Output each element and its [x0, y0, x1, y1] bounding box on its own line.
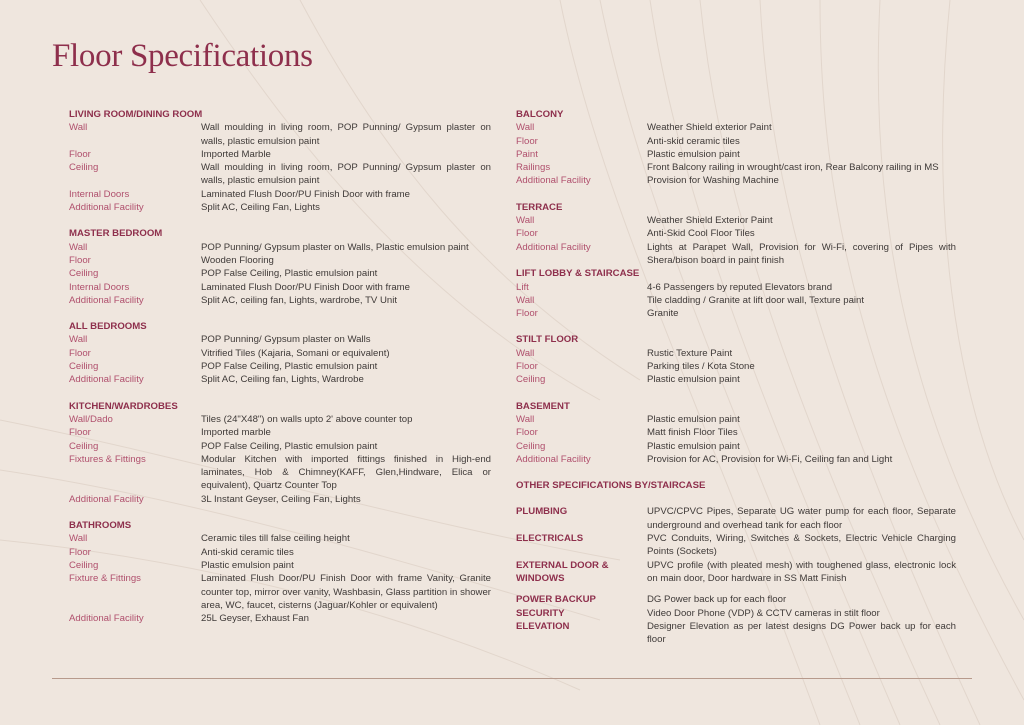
spec-row — [516, 373, 956, 386]
spec-value: POP False Ceiling, Plastic emulsion paint — [201, 361, 378, 373]
page-title: Floor Specifications — [52, 38, 313, 74]
spec-value: 3L Instant Geyser, Ceiling Fan, Lights — [201, 493, 361, 505]
spec-row — [69, 121, 491, 148]
spec-row — [516, 440, 956, 453]
spec-label: Additional Facility — [516, 241, 591, 253]
spec-label: Wall — [69, 334, 88, 346]
spec-row — [516, 121, 956, 134]
spec-value: 25L Geyser, Exhaust Fan — [201, 613, 309, 625]
spec-label: Additional Facility — [516, 453, 591, 465]
spec-row — [69, 333, 491, 346]
spec-label: Floor — [516, 427, 538, 439]
spec-label: PLUMBING — [516, 506, 568, 518]
spec-value: 4-6 Passengers by reputed Elevators brand — [647, 281, 833, 293]
spec-row — [69, 360, 491, 373]
spec-value: Provision for Washing Machine — [647, 175, 779, 187]
spec-label: Additional Facility — [516, 175, 591, 187]
spec-row — [516, 559, 956, 586]
spec-value: Laminated Flush Door/PU Finish Door with frame Vanity, Granite counter top, mirror over vanity, Washbasin, Glass partition in shower area, WC, faucet, cisterns (Jaguar/Kohler or equivalent) — [201, 573, 491, 611]
spec-value: Designer Elevation as per latest designs DG Power back up for each floor — [647, 620, 956, 646]
spec-row — [516, 135, 956, 148]
spec-row — [69, 440, 491, 453]
spec-row — [69, 572, 491, 612]
spec-label: ELECTRICALS — [516, 533, 584, 545]
spec-label: Paint — [516, 148, 538, 160]
spec-row — [516, 532, 956, 559]
spec-row — [69, 267, 491, 280]
spec-row — [69, 532, 491, 545]
spec-row — [516, 413, 956, 426]
spec-row — [69, 546, 491, 559]
spec-label: Additional Facility — [69, 202, 144, 214]
right-spec-column — [516, 108, 956, 659]
spec-label: EXTERNAL DOOR & WINDOWS — [516, 559, 609, 584]
spec-row — [516, 453, 956, 466]
spec-value: Imported Marble — [201, 148, 271, 160]
spec-row — [516, 281, 956, 294]
spec-value: PVC Conduits, Wiring, Switches & Sockets, Electric Vehicle Charging Points (Sockets) — [647, 533, 956, 558]
spec-label: Ceiling — [516, 374, 546, 386]
spec-label: Wall — [69, 533, 88, 545]
spec-label: Wall — [69, 122, 88, 134]
spec-row — [69, 559, 491, 572]
spec-value: Weather Shield exterior Paint — [647, 122, 772, 134]
spec-value: Rustic Texture Paint — [647, 347, 733, 359]
spec-value: Vitrified Tiles (Kajaria, Somani or equivalent) — [201, 347, 390, 359]
spec-value: POP False Ceiling, Plastic emulsion paint — [201, 440, 378, 452]
spec-label: Wall — [516, 215, 535, 227]
spec-value: POP Punning/ Gypsum plaster on Walls, Plastic emulsion paint — [201, 241, 469, 253]
spec-label: Floor — [69, 347, 91, 359]
section-heading: LIVING ROOM/DINING ROOM — [69, 109, 203, 120]
spec-row — [69, 148, 491, 161]
spec-label: Internal Doors — [69, 281, 130, 293]
spec-label: Floor — [516, 135, 538, 147]
spec-label: Additional Facility — [69, 294, 144, 306]
spec-row — [516, 214, 956, 227]
spec-row — [516, 426, 956, 439]
spec-value: Ceramic tiles till false ceiling height — [201, 533, 350, 545]
spec-section-other — [516, 479, 956, 646]
spec-label: Internal Doors — [69, 188, 130, 200]
section-heading: BALCONY — [516, 109, 564, 120]
spec-label: Ceiling — [69, 361, 99, 373]
spec-value: Matt finish Floor Tiles — [647, 427, 738, 439]
spec-row — [516, 307, 956, 320]
spec-label: SECURITY — [516, 607, 565, 619]
spec-row — [69, 254, 491, 267]
spec-label: Floor — [516, 361, 538, 373]
spec-label: Floor — [516, 228, 538, 240]
section-heading: MASTER BEDROOM — [69, 228, 163, 240]
section-heading: ALL BEDROOMS — [69, 321, 147, 333]
spec-row — [516, 161, 956, 174]
spec-label: Floor — [516, 308, 538, 320]
spec-label: Wall — [516, 347, 535, 359]
spec-value: POP False Ceiling, Plastic emulsion paint — [201, 268, 378, 280]
spec-row — [516, 347, 956, 360]
spec-value: Front Balcony railing in wrought/cast iron, Rear Balcony railing in MS — [647, 162, 939, 174]
spec-value: Parking tiles / Kota Stone — [647, 361, 755, 373]
spec-row — [69, 373, 491, 386]
spec-value: Wooden Flooring — [201, 254, 274, 266]
spec-row — [516, 593, 956, 606]
spec-row — [69, 281, 491, 294]
spec-value: Plastic emulsion paint — [647, 413, 740, 425]
spec-row — [516, 360, 956, 373]
spec-value: Wall moulding in living room, POP Punning/ Gypsum plaster on walls, plastic emulsion paint — [201, 122, 491, 147]
spec-row — [516, 227, 956, 240]
spec-row — [69, 347, 491, 360]
spec-value: Anti-skid ceramic tiles — [201, 546, 294, 558]
spec-row — [69, 612, 491, 625]
spec-value: UPVC/CPVC Pipes, Separate UG water pump for each floor, Separate underground and overhead tank for each floor — [647, 506, 956, 531]
spec-label: POWER BACKUP — [516, 594, 596, 606]
spec-row — [69, 188, 491, 201]
spec-row — [69, 453, 491, 493]
spec-label: Floor — [69, 546, 91, 558]
section-heading: BASEMENT — [516, 400, 570, 412]
section-heading: KITCHEN/WARDROBES — [69, 400, 178, 412]
spec-row — [69, 161, 491, 188]
spec-label: Ceiling — [69, 559, 99, 571]
spec-value: Plastic emulsion paint — [647, 148, 740, 160]
spec-value: Granite — [647, 308, 679, 320]
spec-section-basement — [516, 400, 956, 466]
spec-label: Wall — [516, 413, 535, 425]
spec-row — [69, 201, 491, 214]
spec-value: Laminated Flush Door/PU Finish Door with frame — [201, 188, 411, 200]
spec-row — [516, 148, 956, 161]
spec-value: Plastic emulsion paint — [647, 374, 740, 386]
section-heading: LIFT LOBBY & STAIRCASE — [516, 268, 640, 280]
spec-label: Ceiling — [69, 440, 99, 452]
section-heading: TERRACE — [516, 201, 563, 213]
spec-value: Split AC, Ceiling fan, Lights, Wardrobe — [201, 374, 364, 386]
spec-label: Ceiling — [69, 162, 99, 174]
spec-section-terrace — [516, 201, 956, 267]
spec-row — [69, 413, 491, 426]
spec-value: POP Punning/ Gypsum plaster on Walls — [201, 334, 371, 346]
spec-row — [69, 426, 491, 439]
spec-label: Fixture & Fittings — [69, 573, 141, 585]
section-heading: OTHER SPECIFICATIONS BY/STAIRCASE — [516, 480, 706, 492]
spec-label: Wall — [516, 122, 535, 134]
spec-label: Fixtures & Fittings — [69, 453, 146, 465]
spec-value: Video Door Phone (VDP) & CCTV cameras in stilt floor — [647, 607, 880, 619]
spec-label: Floor — [69, 427, 91, 439]
spec-value: UPVC profile (with pleated mesh) with toughened glass, electronic lock on main door, Door hardware in SS Matt Finish — [647, 559, 956, 584]
footer-divider — [52, 678, 972, 679]
spec-value: Wall moulding in living room, POP Punning/ Gypsum plaster on walls, plastic emulsion paint — [201, 162, 491, 187]
spec-section-stilt-floor — [516, 333, 956, 386]
spec-label: Floor — [69, 148, 91, 160]
spec-label: Lift — [516, 281, 529, 293]
spec-row — [69, 493, 491, 506]
spec-section-master-bedroom — [69, 227, 491, 307]
spec-value: Anti-Skid Cool Floor Tiles — [647, 228, 755, 240]
section-heading: BATHROOMS — [69, 520, 132, 532]
spec-label: ELEVATION — [516, 620, 570, 632]
spec-row — [69, 294, 491, 307]
spec-section-kitchen-wardrobes — [69, 400, 491, 506]
spec-value: Split AC, Ceiling Fan, Lights — [201, 202, 320, 214]
spec-value: Tile cladding / Granite at lift door wall, Texture paint — [647, 294, 865, 306]
spec-value: Imported marble — [201, 427, 271, 439]
spec-value: Weather Shield Exterior Paint — [647, 215, 773, 227]
spec-section-all-bedrooms — [69, 320, 491, 386]
spec-label: Additional Facility — [69, 374, 144, 386]
spec-row — [516, 607, 956, 620]
spec-value: Anti-skid ceramic tiles — [647, 135, 740, 147]
spec-section-balcony — [516, 108, 956, 188]
group-spacer — [516, 585, 956, 593]
spec-section-bathrooms — [69, 519, 491, 625]
spec-value: Laminated Flush Door/PU Finish Door with frame — [201, 281, 411, 293]
section-heading: STILT FLOOR — [516, 334, 579, 346]
spec-label: Wall — [69, 241, 88, 253]
spec-row — [516, 620, 956, 647]
spec-row — [69, 241, 491, 254]
spec-row — [516, 505, 956, 532]
spec-value: Split AC, ceiling fan, Lights, wardrobe, TV Unit — [201, 294, 398, 306]
spec-value: Tiles (24"X48") on walls upto 2' above counter top — [201, 413, 413, 425]
spec-value: Lights at Parapet Wall, Provision for Wi-Fi, covering of Pipes with Shera/bison board in paint finish — [647, 241, 956, 266]
spec-label: Wall/Dado — [69, 413, 113, 425]
spec-label: Railings — [516, 162, 551, 174]
spec-label: Additional Facility — [69, 613, 144, 625]
spec-value: Modular Kitchen with imported fittings finished in High-end laminates, Hob & Chimney(KAFF, Glen,Hindware, Elica or equivalent), Quartz Counter Top — [201, 453, 491, 492]
spec-label: Ceiling — [69, 268, 99, 280]
spec-value: DG Power back up for each floor — [647, 594, 787, 606]
spec-label: Floor — [69, 254, 91, 266]
spec-section-living-dining — [69, 108, 491, 214]
spec-label: Ceiling — [516, 440, 546, 452]
spec-label: Additional Facility — [69, 493, 144, 505]
spec-section-lift-lobby — [516, 267, 956, 320]
spec-label: Wall — [516, 294, 535, 306]
spec-value: Provision for AC, Provision for Wi-Fi, Ceiling fan and Light — [647, 453, 893, 465]
left-spec-column — [69, 108, 491, 638]
spec-value: Plastic emulsion paint — [647, 440, 740, 452]
spec-row — [516, 294, 956, 307]
spec-value: Plastic emulsion paint — [201, 559, 294, 571]
spec-row — [516, 241, 956, 268]
spec-row — [516, 174, 956, 187]
